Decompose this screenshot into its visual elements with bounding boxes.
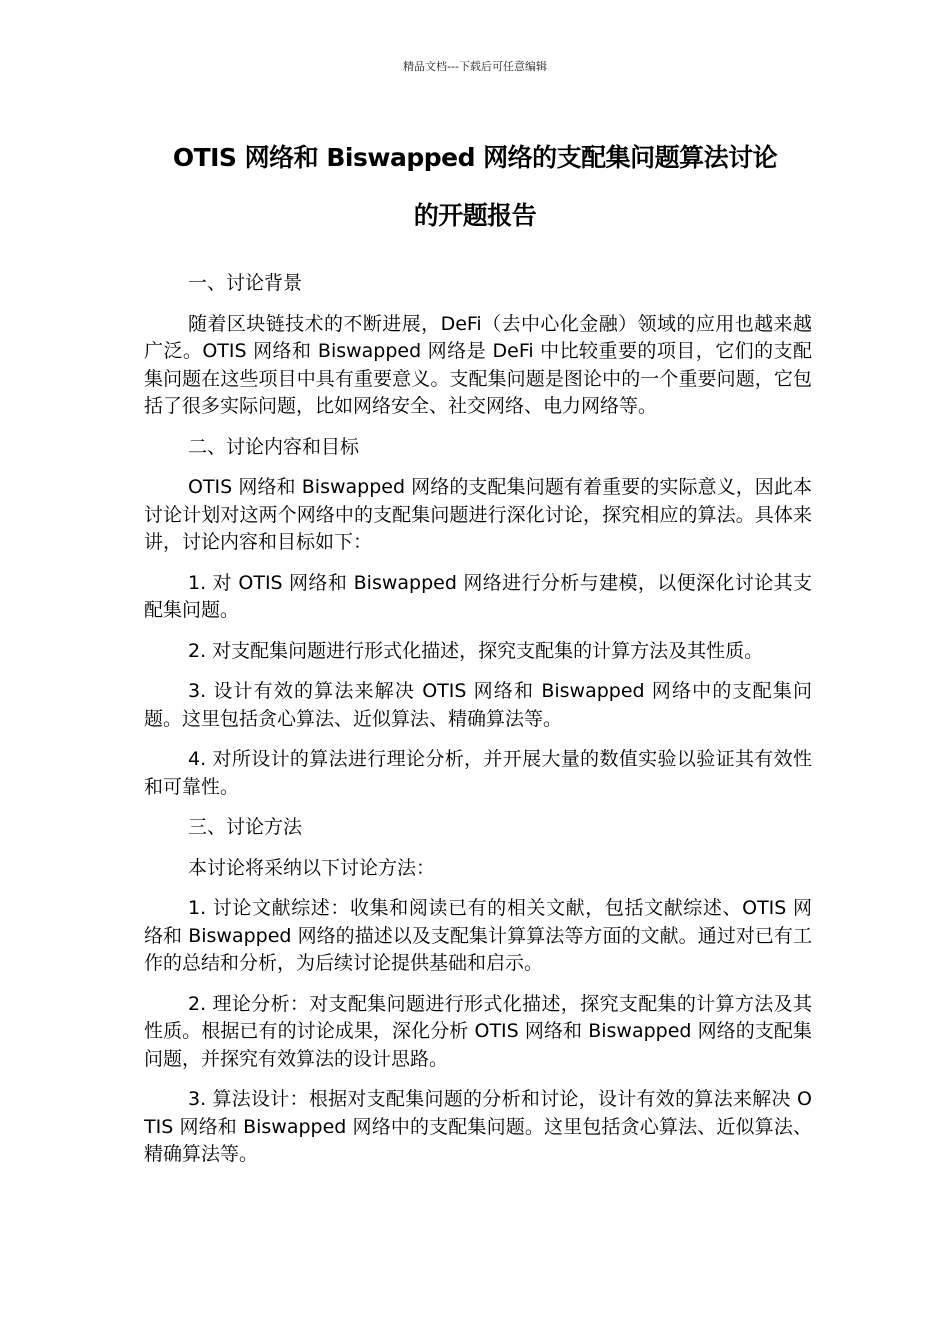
list-item-goal-4: 4. 对所设计的算法进行理论分析，并开展大量的数值实验以验证其有效性和可靠性。 xyxy=(144,748,812,798)
section-heading-background: 一、讨论背景 xyxy=(188,272,303,294)
header-note: 精品文档---下载后可任意编辑 xyxy=(403,60,547,73)
list-item-goal-1: 1. 对 OTIS 网络和 Biswapped 网络进行分析与建模，以便深化讨论其支配集问题。 xyxy=(144,571,812,621)
section-heading-methods: 三、讨论方法 xyxy=(188,816,303,838)
document-body xyxy=(144,270,812,1182)
document-title-line-1: OTIS 网络和 Biswapped 网络的支配集问题算法讨论 xyxy=(172,143,778,172)
list-item-method-1: 1. 讨论文献综述：收集和阅读已有的相关文献，包括文献综述、OTIS 网络和 Biswapped 网络的描述以及支配集计算算法等方面的文献。通过对已有工作的总结和分析，为后续讨论提供基础和启示。 xyxy=(144,897,812,974)
list-item-goal-3: 3. 设计有效的算法来解决 OTIS 网络和 Biswapped 网络中的支配集问题。这里包括贪心算法、近似算法、精确算法等。 xyxy=(144,680,812,730)
list-item-method-3: 3. 算法设计：根据对支配集问题的分析和讨论，设计有效的算法来解决 OTIS 网络和 Biswapped 网络中的支配集问题。这里包括贪心算法、近似算法、精确算法等。 xyxy=(144,1088,812,1165)
section-heading-content-goals: 二、讨论内容和目标 xyxy=(188,435,360,458)
document-title-line-2: 的开题报告 xyxy=(413,201,537,230)
list-item-method-2: 2. 理论分析：对支配集问题进行形式化描述，探究支配集的计算方法及其性质。根据已有的讨论成果，深化分析 OTIS 网络和 Biswapped 网络的支配集问题，并探究有效算法的设计思路。 xyxy=(144,992,812,1070)
paragraph-methods-intro: 本讨论将采纳以下讨论方法： xyxy=(188,856,436,879)
paragraph-background: 随着区块链技术的不断进展，DeFi（去中心化金融）领域的应用也越来越广泛。OTIS 网络和 Biswapped 网络是 DeFi 中比较重要的项目，它们的支配集问题在这些项目中具有重要意义。支配集问题是图论中的一个重要问题，它包括了很多实际问题，比如网络安全、社交网络、电力网络等。 xyxy=(144,312,812,417)
list-item-goal-2: 2. 对支配集问题进行形式化描述，探究支配集的计算方法及其性质。 xyxy=(188,639,764,662)
paragraph-content-intro: OTIS 网络和 Biswapped 网络的支配集问题有着重要的实际意义，因此本讨论计划对这两个网络中的支配集问题进行深化讨论，探究相应的算法。具体来讲，讨论内容和目标如下： xyxy=(144,476,812,553)
